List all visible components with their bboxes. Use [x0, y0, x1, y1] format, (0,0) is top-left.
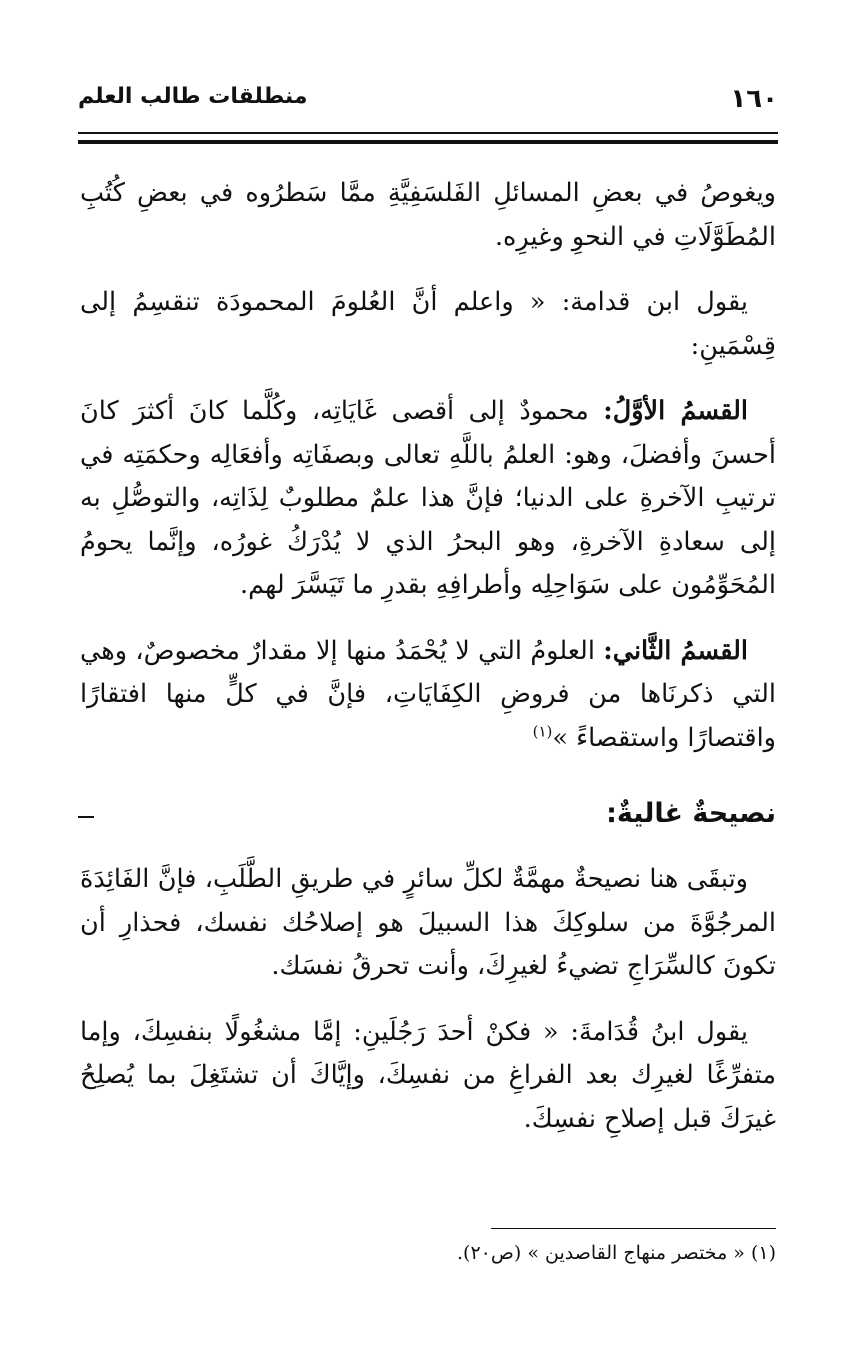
section-heading — [80, 794, 776, 834]
second-section-label: القسمُ الثَّاني: — [603, 635, 748, 666]
second-section-text: العلومُ التي لا يُحْمَدُ منها إلا مقدارٌ مخصوصٌ، وهي التي ذكرنَاها من فروضِ الكِفَايَاتِ، فإنَّ في كلٍّ منها افتقارًا واقتصارًا واستقصاءً » — [80, 635, 776, 753]
paragraph-3 — [80, 390, 776, 608]
page-number: ١٦٠ — [730, 84, 778, 114]
footnote-rule — [491, 1228, 776, 1229]
paragraph-6: يقول ابنُ قُدَامةَ: « فكنْ أحدَ رَجُلَينِ: إمَّا مشغُولًا بنفسِكَ، وإما متفرِّغًا لغيرِك بعد الفراغِ من نفسِكَ، وإيَّاكَ أن تشتَغِلَ بما يُصلِحُ غيرَكَ قبل إصلاحِ نفسِكَ. — [80, 1016, 776, 1134]
running-header — [78, 80, 778, 120]
paragraph-1: ويغوصُ في بعضِ المسائلِ الفَلسَفِيَّةِ ممَّا سَطرُوه في بعضِ كُتُبِ المُطَوَّلَاتِ في النحوِ وغيرِه. — [80, 178, 776, 252]
book-title: منطلقات طالب العلم — [78, 84, 308, 109]
first-section-text: محمودٌ إلى أقصى غَايَاتِه، وكُلَّما كانَ أكثرَ كانَ أحسنَ وأفضلَ، وهو: العلمُ باللَّهِ تعالى وبصفَاتِه وأفعَالِه وحكمَتِه في ترتيبِ الآخرةِ على الدنيا؛ فإنَّ هذا علمٌ مطلوبٌ لِذَاتِه، والتوصُّلِ به إلى سعادةِ الآخرةِ، وهو البحرُ الذي لا يُدْرَكُ غورُه، وإنَّما يحومُ المُحَوِّمُون على سَوَاحِلِه وأطرافِهِ بقدرِ ما تَيَسَّرَ لهم. — [80, 396, 776, 600]
body-text — [80, 172, 776, 1163]
section-heading-text: نصيحةٌ غاليةٌ: — [606, 798, 776, 829]
header-rule-thin — [78, 132, 778, 134]
footnote-reference: (١) — [532, 722, 553, 740]
first-section-label: القسمُ الأوَّلُ: — [603, 396, 748, 426]
paragraph-4 — [80, 630, 776, 761]
paragraph-2: يقول ابن قدامة: « واعلم أنَّ العُلومَ المحمودَة تنقسِمُ إلى قِسْمَينِ: — [80, 287, 776, 361]
header-rule-thick — [78, 140, 778, 144]
footnote: (١) « مختصر منهاج القاصدين » (ص٢٠). — [457, 1242, 776, 1264]
heading-dash — [78, 816, 94, 818]
paragraph-5: وتبقَى هنا نصيحةٌ مهمَّةٌ لكلِّ سائرٍ في طريقِ الطَّلَبِ، فإنَّ الفَائِدَةَ المرجُوَّةَ من سلوكِكَ هذا السبيلَ هو إصلاحُك نفسك، فحذارِ أن تكونَ كالسِّرَاجِ تضيءُ لغيرِكَ، وأنت تحرقُ نفسَك. — [80, 864, 776, 981]
